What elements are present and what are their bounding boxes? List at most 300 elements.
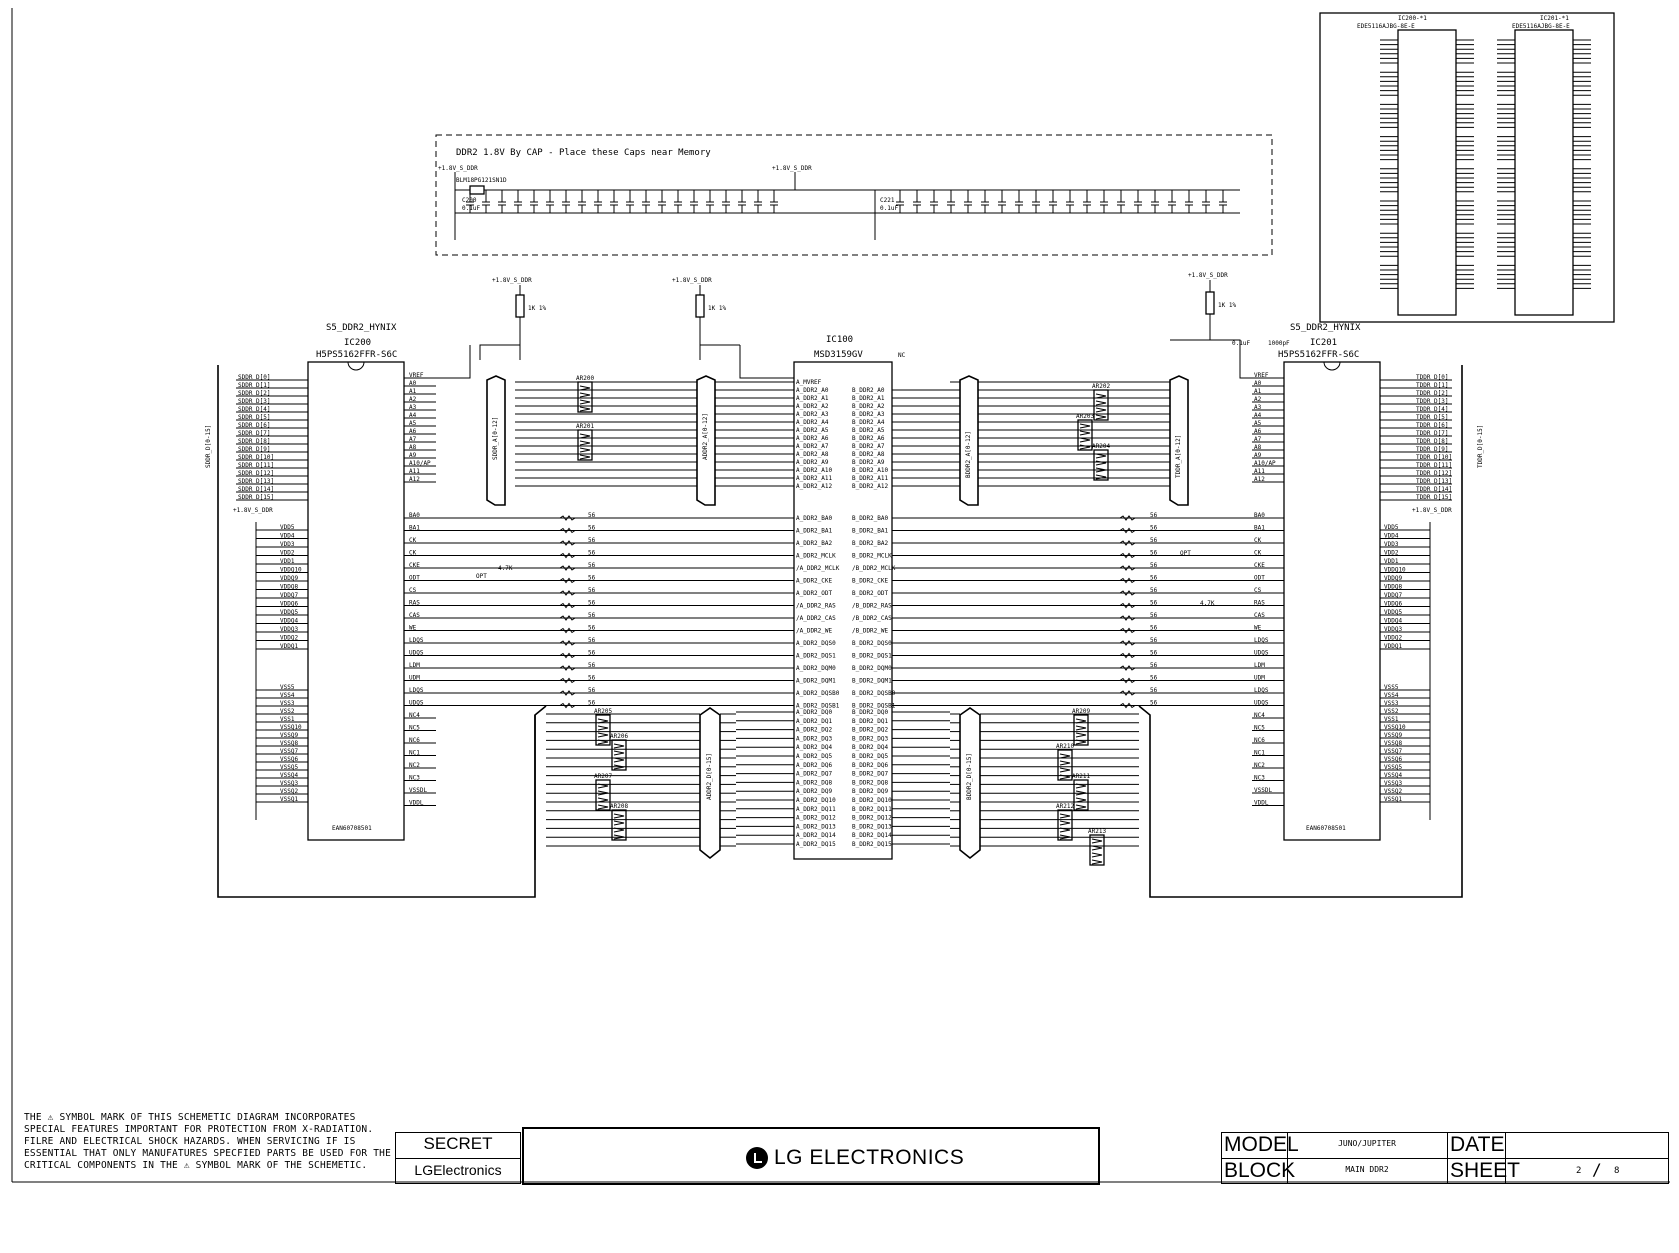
ic200-ctrl-pin-label: A12 <box>409 476 420 483</box>
ic201-ctrl-pin-label: VREF <box>1254 372 1269 379</box>
ic100-a-pin-label: A_DDR2_DQS1 <box>796 652 836 660</box>
ic200-ctrl-pin-label: LDQS <box>409 687 424 694</box>
ic201-footer: EAN60708501 <box>1306 825 1346 832</box>
ic100-b-pin-label: /B_DDR2_MCLK <box>852 565 896 572</box>
ic200-footer: EAN60708501 <box>332 825 372 832</box>
resistor-array-ref: AR204 <box>1092 443 1111 450</box>
ic100-b-pin-label: B_DDR2_A6 <box>852 435 885 442</box>
ic201-ctrl-pin-label: LDQS <box>1254 687 1269 694</box>
ic200-ctrl-pin-label: A3 <box>409 404 417 411</box>
ic100-b-pin-label: B_DDR2_A11 <box>852 475 889 482</box>
ic201-ctrl-pin-label: NC1 <box>1254 749 1265 757</box>
ic201-power-pin-label: VSSQ9 <box>1384 732 1403 739</box>
ic100-a-pin-label: A_DDR2_A3 <box>796 411 829 418</box>
ic200-data-net-label: SDDR_D[1] <box>238 382 271 389</box>
ic100-b-pin-label: B_DDR2_DQ11 <box>852 805 892 813</box>
opt-label-right: OPT <box>1180 550 1191 557</box>
resistor-array-ref: AR213 <box>1088 828 1107 835</box>
series-resistor-value: 56 <box>1150 687 1158 694</box>
ic201-power-pin-label: VSSQ7 <box>1384 748 1403 755</box>
ic100-a-pin-label: A_DDR2_DQ9 <box>796 788 833 796</box>
series-resistor-value: 56 <box>1150 549 1158 557</box>
ic100-a-pin-label: A_DDR2_DQ3 <box>796 735 833 743</box>
ic201-ctrl-pin-label: LDQS <box>1254 637 1269 644</box>
ic201-power-pin-label: VSSQ3 <box>1384 780 1403 787</box>
ic200-ctrl-pin-label: RAS <box>409 599 420 607</box>
ic200-power-pin-label: VSSQ8 <box>280 740 299 747</box>
ic200-ctrl-pin-label: BA0 <box>409 512 420 519</box>
ic201-ctrl-pin-label: A3 <box>1254 404 1262 411</box>
ic201-ctrl-pin-label: A6 <box>1254 428 1262 435</box>
ic100-a-pin-label: A_DDR2_DQM1 <box>796 677 836 685</box>
ic100-b-pin-label: B_DDR2_MCLK <box>852 552 892 560</box>
ic201-vendor: S5_DDR2_HYNIX <box>1290 323 1361 333</box>
series-resistor-value: 56 <box>588 537 596 544</box>
ic100-a-pin-label: A_DDR2_DQ0 <box>796 709 833 716</box>
ic100-b-port-pins <box>852 387 950 848</box>
ic100-a-pin-label: A_DDR2_A5 <box>796 427 829 434</box>
series-resistor-value: 56 <box>1150 537 1158 544</box>
ic200-power-pin-label: VDDQ3 <box>280 626 299 633</box>
ic200-ctrl-pin-label: VSSDL <box>409 787 428 794</box>
ferrite-bead <box>470 186 484 194</box>
ic100-a-pin-label: /A_DDR2_RAS <box>796 602 836 610</box>
ic201-power-pin-label: VSSQ4 <box>1384 772 1403 779</box>
ic201-ctrl-pin-label: CK <box>1254 549 1262 557</box>
ic201-power-pin-label: VSSQ5 <box>1384 764 1403 771</box>
ic201-power-pin-label: VSSQ6 <box>1384 756 1403 763</box>
ic100-a-pin-label: A_DDR2_DQ13 <box>796 823 836 831</box>
ic100-a-pin-label: /A_DDR2_CAS <box>796 615 836 622</box>
rail-label-3: +1.8V_S_DDR <box>1188 272 1228 279</box>
ic201-part: H5PS5162FFR-S6C <box>1278 350 1360 360</box>
ic100-b-pin-label: B_DDR2_DQ7 <box>852 770 889 778</box>
ic100-part: MSD3159GV <box>814 350 863 360</box>
ic100-b-pin-label: /B_DDR2_WE <box>852 627 889 635</box>
ic200-ctrl-pin-label: NC3 <box>409 774 420 782</box>
ic100-b-pin-label: /B_DDR2_RAS <box>852 602 892 610</box>
ic201-ctrl-pin-label: CS <box>1254 587 1262 594</box>
ic201-ctrl-pin-label: RAS <box>1254 599 1265 607</box>
ic200-ctrl-pin-label: LDM <box>409 662 420 669</box>
ic201-ctrl-pins <box>1252 372 1284 807</box>
ic201-power-pin-label: VDDQ9 <box>1384 575 1403 582</box>
ic100-a-pin-label: A_DDR2_DQ7 <box>796 770 833 778</box>
ic200-ctrl-pin-label: A10/AP <box>409 460 431 467</box>
ic201-ctrl-pin-label: WE <box>1254 624 1262 632</box>
ic201-ctrl-pin-label: UDQS <box>1254 699 1269 707</box>
ic100-a-pin-label: A_DDR2_BA2 <box>796 540 833 547</box>
ic200-ctrl-pin-label: NC6 <box>409 737 420 744</box>
ic100-b-pin-label: B_DDR2_DQ15 <box>852 841 892 848</box>
ic100-b-pin-label: B_DDR2_DQ1 <box>852 717 889 725</box>
ic100-b-pin-label: B_DDR2_DQSB0 <box>852 690 896 697</box>
series-resistor-value: 56 <box>588 524 596 532</box>
ic201-ctrl-pin-label: NC3 <box>1254 774 1265 782</box>
ic200-power-pin-label: VDDQ10 <box>280 566 302 574</box>
ic201-power-pin-label: VDDQ10 <box>1384 566 1406 574</box>
series-resistor-value: 56 <box>588 612 596 619</box>
ic200-ctrl-pin-label: A11 <box>409 468 420 475</box>
ic200-power-pin-label: VSSQ4 <box>280 772 299 779</box>
ic100-b-pin-label: B_DDR2_A10 <box>852 467 889 474</box>
brand-label: LG ELECTRONICS <box>774 1146 965 1169</box>
ic100-a-pin-label: A_DDR2_A9 <box>796 459 829 466</box>
ic200-power-pin-label: VDDQ2 <box>280 634 299 642</box>
resistor-array-ref: AR203 <box>1076 413 1095 420</box>
ic201-ctrl-pin-label: A2 <box>1254 396 1262 403</box>
ic100-a-pin-label: A_DDR2_DQSB1 <box>796 702 840 710</box>
date-label: DATE <box>1450 1133 1505 1156</box>
ic100-a-pin-label: A_DDR2_DQ14 <box>796 832 836 840</box>
r-top-1: 1K 1% <box>528 305 547 312</box>
ic200-power-pin-label: VDD5 <box>280 524 295 531</box>
ic200-data-net-label: SDDR_D[0] <box>238 374 271 381</box>
sheet-slash: / <box>1592 1160 1602 1179</box>
resistor-array-ref: AR201 <box>576 423 595 430</box>
ic200-power-pin-label: VDDQ8 <box>280 583 299 591</box>
ic200-power-pin-label: VDDQ9 <box>280 575 299 582</box>
ic201-power-pin-label: VSSQ8 <box>1384 740 1403 747</box>
ic100-a-pin-label: A_DDR2_DQ8 <box>796 779 833 787</box>
ic201-data-net-label: TDDR_D[15] <box>1416 494 1453 501</box>
ic200-power-pin-label: VSS1 <box>280 716 295 723</box>
ic200-data-pins <box>236 374 308 501</box>
ic200-power-pin-label: VDDQ5 <box>280 609 299 616</box>
ic200-power-pin-label: VDDQ6 <box>280 600 299 608</box>
ic201-data-net-label: TDDR_D[3] <box>1416 398 1449 405</box>
ic200-data-net-label: SDDR_D[11] <box>238 462 275 469</box>
ic200-power-pin-label: VSS3 <box>280 700 295 707</box>
ic100-b-pin-label: B_DDR2_A0 <box>852 387 885 394</box>
series-resistor-value: 56 <box>1150 512 1158 519</box>
bus-sddr-a: SDDR_A[0-12] <box>492 416 499 460</box>
ic100-b-pin-label: B_DDR2_DQ2 <box>852 726 889 734</box>
cap-rail-left: +1.8V_S_DDR <box>438 165 478 172</box>
ic200-ctrl-pin-label: A5 <box>409 420 417 427</box>
ic201-ctrl-pin-label: A9 <box>1254 452 1262 459</box>
ic201-data-net-label: TDDR_D[9] <box>1416 446 1449 453</box>
series-resistor-value: 56 <box>588 699 596 707</box>
ic201-ctrl-pin-label: CAS <box>1254 612 1265 619</box>
ic100-b-pin-label: B_DDR2_A4 <box>852 419 885 426</box>
lg-small-label: LGElectronics <box>414 1162 502 1178</box>
series-resistor-value: 56 <box>1150 624 1158 632</box>
ic100-a-pin-label: A_DDR2_DQ4 <box>796 744 833 752</box>
ic100-b-pin-label: B_DDR2_A5 <box>852 427 885 434</box>
ic200-power-pin-label: VDD3 <box>280 541 295 548</box>
ic100-a-pin-label: A_DDR2_DQ11 <box>796 805 836 813</box>
ic200-power-pin-label: VSSQ3 <box>280 780 299 787</box>
ic201-data-net-label: TDDR_D[14] <box>1416 486 1453 493</box>
bus-addr2-d: ADDR2_D[0-15] <box>706 753 713 800</box>
ic201-ctrl-pin-label: LDM <box>1254 662 1265 669</box>
ic200-memory <box>205 323 436 840</box>
ic200-ctrl-pins <box>404 372 436 807</box>
ic100-b-pin-label: B_DDR2_A12 <box>852 483 889 490</box>
ic201-data-net-label: TDDR_D[0] <box>1416 374 1449 381</box>
ic200-ctrl-pin-label: VDDL <box>409 799 424 807</box>
ic201-power-pin-label: VDDQ6 <box>1384 600 1403 608</box>
cap-left-ref: C200 <box>462 197 477 204</box>
ic100-b-pin-label: B_DDR2_A7 <box>852 443 885 450</box>
ic100-b-pin-label: B_DDR2_DQ13 <box>852 823 892 831</box>
ic201-power-pin-label: VDDQ2 <box>1384 634 1403 642</box>
cap-01uf: 0.1uF <box>1232 340 1251 347</box>
ic201-power-pin-label: VSS5 <box>1384 684 1399 691</box>
ic100-a-pin-label: A_DDR2_BA0 <box>796 515 833 522</box>
ic200-data-net-label: SDDR_D[8] <box>238 438 271 445</box>
ic100-a-pin-label: /A_DDR2_MCLK <box>796 565 840 572</box>
opt-value-right: 4.7K <box>1200 600 1215 607</box>
resistor-array-ref: AR209 <box>1072 708 1091 715</box>
ic200-power-pin-label: VSSQ2 <box>280 788 299 795</box>
bus-tddr-d-side: TDDR_D[0-15] <box>1477 424 1484 468</box>
ic200-power-pin-label: VSS5 <box>280 684 295 691</box>
series-resistor-value: 56 <box>588 599 596 607</box>
ic100-b-pin-label: B_DDR2_A1 <box>852 395 885 402</box>
series-resistor-value: 56 <box>1150 562 1158 569</box>
ic200-ctrl-pin-label: A9 <box>409 452 417 459</box>
ic100-b-pin-label: B_DDR2_DQS1 <box>852 652 892 660</box>
r-top-3: 1K 1% <box>1218 302 1237 309</box>
ic100-b-pin-label: B_DDR2_A8 <box>852 451 885 458</box>
ic200-ctrl-pin-label: NC5 <box>409 724 420 732</box>
inset-left-ref: IC200-*1 <box>1398 15 1427 22</box>
ic201-power-pin-label: VDD1 <box>1384 558 1399 565</box>
ic201-power-pin-label: VSS4 <box>1384 692 1399 699</box>
ic100-b-pin-label: B_DDR2_DQ10 <box>852 797 892 804</box>
ic200-power-pin-label: VSSQ1 <box>280 796 299 803</box>
ic201-ctrl-pin-label: UDM <box>1254 674 1265 682</box>
cap-section-title: DDR2 1.8V By CAP - Place these Caps near Memory <box>456 148 711 158</box>
ic200-power-pin-label: VDDQ7 <box>280 592 299 599</box>
ic100-a-pin-label: A_DDR2_A2 <box>796 403 829 410</box>
ic200-power-pin-label: VSSQ10 <box>280 724 302 731</box>
ic201-ctrl-pin-label: CK <box>1254 537 1262 544</box>
ic200-ctrl-pin-label: A2 <box>409 396 417 403</box>
ic201-ctrl-pin-label: NC6 <box>1254 737 1265 744</box>
ic100-b-pin-label: B_DDR2_BA2 <box>852 540 889 547</box>
series-resistor-value: 56 <box>1150 662 1158 669</box>
ic100-a-pin-label: A_DDR2_A10 <box>796 467 833 474</box>
series-resistor-value: 56 <box>588 624 596 632</box>
ic201-data-net-label: TDDR_D[8] <box>1416 438 1449 445</box>
series-resistor-value: 56 <box>1150 699 1158 707</box>
block-label: BLOCK <box>1224 1159 1296 1182</box>
ic201-power-pin-label: VSSQ2 <box>1384 788 1403 795</box>
ic100-b-pin-label: B_DDR2_DQS0 <box>852 640 892 647</box>
sheet-number: 2 <box>1576 1166 1582 1176</box>
lg-logo-icon-face <box>754 1153 762 1163</box>
ic100-a-pin-label: A_DDR2_DQ5 <box>796 753 833 760</box>
ic100-a-pin-label: A_DDR2_A6 <box>796 435 829 442</box>
ic201-data-net-label: TDDR_D[6] <box>1416 422 1449 429</box>
ic200-ctrl-pin-label: ODT <box>409 574 420 582</box>
ic201-ctrl-pin-label: A7 <box>1254 436 1262 443</box>
ic200-data-net-label: SDDR_D[14] <box>238 486 275 493</box>
inset-right-ref: IC201-*1 <box>1540 15 1569 22</box>
ic201-ctrl-pin-label: BA0 <box>1254 512 1265 519</box>
ic201-power-pin-label: VDDQ4 <box>1384 617 1403 625</box>
sheet-total: 8 <box>1614 1166 1620 1176</box>
ic100-b-pin-label: B_DDR2_DQ5 <box>852 753 889 760</box>
ic200-ctrl-pin-label: A4 <box>409 412 417 419</box>
alt-part-inset <box>1320 13 1614 322</box>
ic100-a-pin-label: A_DDR2_A4 <box>796 419 829 426</box>
bus-tddr-a: TDDR_A[0-12] <box>1175 434 1182 478</box>
ic200-power-pins <box>256 522 308 820</box>
ic201-power-pin-label: VDD5 <box>1384 524 1399 531</box>
ic201-ctrl-pin-label: VDDL <box>1254 799 1269 807</box>
ic201-ctrl-pin-label: NC2 <box>1254 762 1265 769</box>
ic201-ctrl-pin-label: VSSDL <box>1254 787 1273 794</box>
ic200-ctrl-pin-label: NC2 <box>409 762 420 769</box>
ic100-b-pin-label: B_DDR2_A9 <box>852 459 885 466</box>
bus-bddr2-a: BDDR2_A[0-12] <box>965 431 972 478</box>
ic201-ctrl-pin-label: ODT <box>1254 574 1265 582</box>
ic201-data-pins <box>1380 374 1452 501</box>
ic200-power-pin-label: VDD2 <box>280 549 295 557</box>
ic200-ctrl-pin-label: CK <box>409 537 417 544</box>
model-label: MODEL <box>1224 1133 1299 1156</box>
ic200-power-pin-label: VDD1 <box>280 558 295 565</box>
ic100-a-pin-label: A_DDR2_DQS0 <box>796 640 836 647</box>
series-resistor-value: 56 <box>1150 599 1158 607</box>
ic100-a-pin-label: A_DDR2_A1 <box>796 395 829 402</box>
ic201-ctrl-pin-label: UDQS <box>1254 649 1269 657</box>
ic100-a-pin-label: A_DDR2_DQSB0 <box>796 690 840 697</box>
bus-addr2-a: ADDR2_A[0-12] <box>702 413 709 460</box>
ic201-power-pin-label: VSS2 <box>1384 708 1399 715</box>
ic100-a-pin-label: A_DDR2_DQM0 <box>796 665 836 672</box>
ic100-a-pin-label: A_MVREF <box>796 379 822 386</box>
ic200-data-net-label: SDDR_D[9] <box>238 446 271 453</box>
ic201-ctrl-pin-label: NC5 <box>1254 724 1265 732</box>
ic201-ctrl-pin-label: A11 <box>1254 468 1265 475</box>
ic200-ctrl-pin-label: NC4 <box>409 712 420 719</box>
series-resistor-value: 56 <box>1150 674 1158 682</box>
series-resistor-value: 56 <box>588 549 596 557</box>
ic100-soc <box>736 335 950 859</box>
ic200-ctrl-pin-label: LDQS <box>409 637 424 644</box>
ic200-ctrl-pin-label: A0 <box>409 380 417 387</box>
series-resistor-value: 56 <box>588 662 596 669</box>
ic200-power-pin-label: VSSQ7 <box>280 748 299 755</box>
series-resistor-value: 56 <box>1150 524 1158 532</box>
ic200-ctrl-pin-label: CAS <box>409 612 420 619</box>
ic100-a-pin-label: A_DDR2_ODT <box>796 590 833 597</box>
ic100-a-pin-label: A_DDR2_DQ1 <box>796 717 833 725</box>
ic200-rail: +1.8V_S_DDR <box>233 507 273 514</box>
ic200-ctrl-pin-label: A7 <box>409 436 417 443</box>
ic100-b-pin-label: B_DDR2_BA1 <box>852 527 889 535</box>
bus-sddr-d: SDDR_D[0-15] <box>205 424 212 468</box>
ic201-power-pin-label: VDDQ7 <box>1384 592 1403 599</box>
resistor-array-ref: AR212 <box>1056 803 1075 810</box>
ic201-power-pin-label: VDD2 <box>1384 549 1399 557</box>
ic201-power-pin-label: VSS1 <box>1384 716 1399 723</box>
secret-label: SECRET <box>423 1134 493 1153</box>
ic200-ctrl-pin-label: UDQS <box>409 699 424 707</box>
resistor-array-ref: AR210 <box>1056 743 1075 750</box>
ic200-power-pin-label: VSSQ5 <box>280 764 299 771</box>
ic100-nc: NC <box>898 352 906 359</box>
ic100-a-pin-label: A_DDR2_A7 <box>796 443 829 450</box>
ic200-power-pin-label: VSS2 <box>280 708 295 715</box>
inset-right-part: EDE5116AJBG-8E-E <box>1512 23 1570 30</box>
ic200-ctrl-pin-label: WE <box>409 624 417 632</box>
ic201-data-net-label: TDDR_D[1] <box>1416 382 1449 389</box>
ic200-ctrl-pin-label: VREF <box>409 372 424 379</box>
ic100-a-pin-label: A_DDR2_CKE <box>796 577 833 585</box>
cap-right-ref: C221 <box>880 197 895 204</box>
bead-label: BLM18PG121SN1D <box>456 177 507 184</box>
ic201-power-pin-label: VSSQ10 <box>1384 724 1406 731</box>
ic100-a-pin-label: /A_DDR2_WE <box>796 627 833 635</box>
ic100-b-pin-label: B_DDR2_CKE <box>852 577 889 585</box>
ic201-data-net-label: TDDR_D[13] <box>1416 478 1453 485</box>
ic201-data-net-label: TDDR_D[12] <box>1416 470 1453 477</box>
ic201-ctrl-pin-label: CKE <box>1254 562 1265 569</box>
ic201-power-pin-label: VDDQ5 <box>1384 609 1403 616</box>
decoupling-cap-section <box>436 135 1272 255</box>
ic100-a-pin-label: A_DDR2_DQ15 <box>796 841 836 848</box>
ic201-ctrl-pin-label: BA1 <box>1254 524 1265 532</box>
resistor-array-ref: AR202 <box>1092 383 1111 390</box>
ic201-ctrl-pin-label: A0 <box>1254 380 1262 387</box>
ic201-data-net-label: TDDR_D[5] <box>1416 414 1449 421</box>
ic200-ctrl-pin-label: UDM <box>409 674 420 682</box>
ic200-data-net-label: SDDR_D[4] <box>238 406 271 413</box>
ic200-ctrl-pin-label: CS <box>409 587 417 594</box>
ic201-power-pin-label: VSS3 <box>1384 700 1399 707</box>
ic200-ctrl-pin-label: NC1 <box>409 749 420 757</box>
ic201-power-pin-label: VDDQ3 <box>1384 626 1403 633</box>
series-resistor-value: 56 <box>588 512 596 519</box>
ic201-data-net-label: TDDR_D[10] <box>1416 454 1453 461</box>
ic100-b-pin-label: B_DDR2_A2 <box>852 403 885 410</box>
ic100-b-pin-label: B_DDR2_BA0 <box>852 515 889 522</box>
ic100-a-pin-label: A_DDR2_DQ6 <box>796 761 833 769</box>
series-resistor-value: 56 <box>588 649 596 657</box>
cap-right-val: 0.1uF <box>880 205 899 212</box>
ic200-data-net-label: SDDR_D[7] <box>238 430 271 437</box>
ic201-data-net-label: TDDR_D[4] <box>1416 406 1449 413</box>
ic201-power-pin-label: VDDQ8 <box>1384 583 1403 591</box>
ic201-ctrl-pin-label: A4 <box>1254 412 1262 419</box>
resistor-array-ref: AR206 <box>610 733 629 740</box>
ic201-ctrl-pin-label: A8 <box>1254 444 1262 451</box>
series-resistor-value: 56 <box>1150 649 1158 657</box>
ic201-power-pin-label: VDD3 <box>1384 541 1399 548</box>
inset-left-part: EDE5116AJBG-8E-E <box>1357 23 1415 30</box>
ic201-rail: +1.8V_S_DDR <box>1412 507 1452 514</box>
bus-bddr2-d: BDDR2_D[0-15] <box>966 753 973 800</box>
ic100-a-pin-label: A_DDR2_A11 <box>796 475 833 482</box>
ic100-a-pin-label: A_DDR2_A8 <box>796 451 829 458</box>
ic100-a-pin-label: A_DDR2_BA1 <box>796 527 833 535</box>
ic200-power-pin-label: VSSQ9 <box>280 732 299 739</box>
ic200-ctrl-pin-label: A1 <box>409 388 417 395</box>
ic200-ctrl-pin-label: UDQS <box>409 649 424 657</box>
opt-label-left: OPT <box>476 573 487 580</box>
series-resistor-value: 56 <box>1150 612 1158 619</box>
ic200-ctrl-pin-label: CK <box>409 549 417 557</box>
ic200-ctrl-pin-label: BA1 <box>409 524 420 532</box>
ic200-power-pin-label: VDD4 <box>280 532 295 540</box>
ic100-ref: IC100 <box>826 335 854 345</box>
